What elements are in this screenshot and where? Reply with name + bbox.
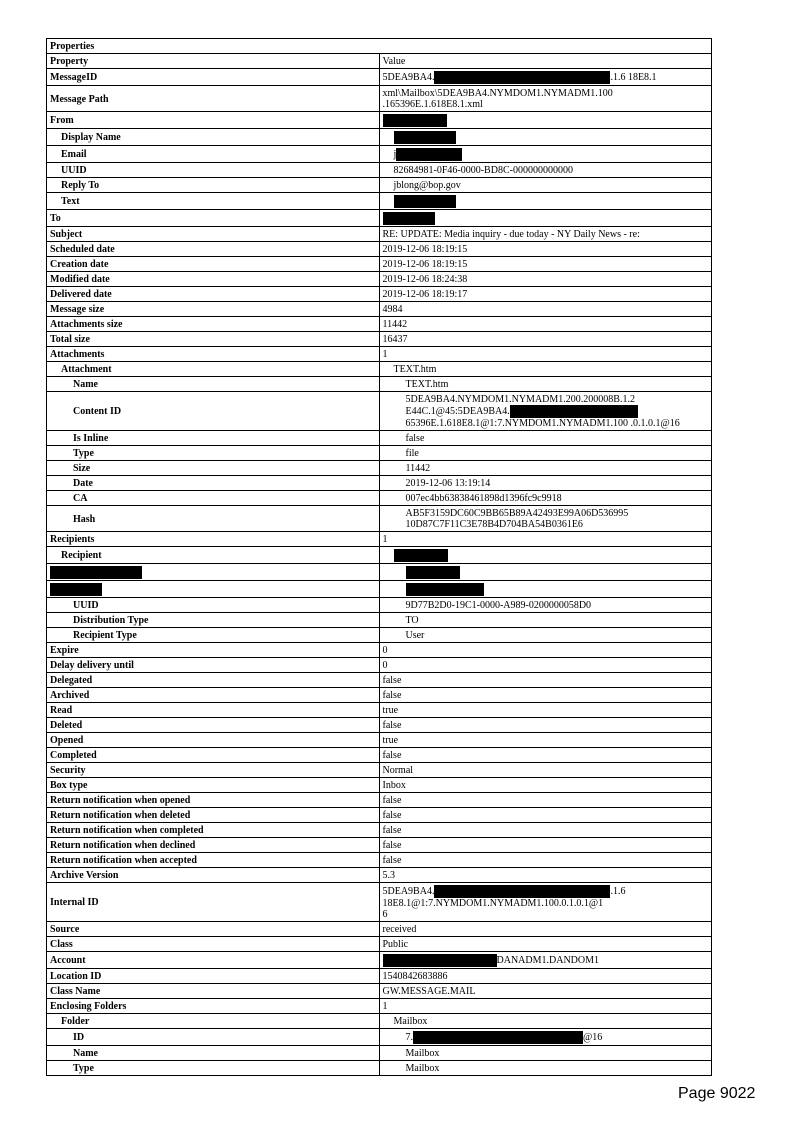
property-name: Account [47, 952, 380, 969]
table-row [47, 778, 712, 793]
property-name: Security [47, 763, 380, 778]
property-value: file [379, 446, 712, 461]
table-row [47, 718, 712, 733]
table-row [47, 628, 712, 643]
table-row [47, 257, 712, 272]
table-row [47, 332, 712, 347]
property-value: 82684981-0F46-0000-BD8C-000000000000 [379, 163, 712, 178]
property-name: Recipient Type [47, 628, 380, 643]
table-row [47, 763, 712, 778]
property-name: Internal ID [47, 883, 380, 922]
table-row [47, 272, 712, 287]
table-row [47, 613, 712, 628]
table-row [47, 937, 712, 952]
property-value [379, 210, 712, 227]
table-row [47, 210, 712, 227]
property-name [47, 564, 380, 581]
property-name: Scheduled date [47, 242, 380, 257]
property-name: Message Path [47, 86, 380, 112]
property-name: Completed [47, 748, 380, 763]
property-value: false [379, 808, 712, 823]
property-value: 1 [379, 999, 712, 1014]
table-row [47, 1014, 712, 1029]
table-row [47, 302, 712, 317]
redaction-bar [383, 114, 447, 127]
property-value: Mailbox [379, 1014, 712, 1029]
properties-table [46, 38, 712, 1076]
property-name: Recipient [47, 547, 380, 564]
property-value: xml\Mailbox\5DEA9BA4.NYMDOM1.NYMADM1.100 .165396E.1.618E8.1.xml [379, 86, 712, 112]
property-value [379, 952, 712, 969]
property-name: Opened [47, 733, 380, 748]
table-row [47, 688, 712, 703]
table-row [47, 823, 712, 838]
property-name: Hash [47, 506, 380, 532]
table-row [47, 838, 712, 853]
property-name: Distribution Type [47, 613, 380, 628]
property-name: Name [47, 377, 380, 392]
property-name: Archive Version [47, 868, 380, 883]
table-row [47, 547, 712, 564]
property-value: Inbox [379, 778, 712, 793]
value-text: .1.6 18E8.1 [610, 71, 657, 83]
property-value: 11442 [379, 317, 712, 332]
table-row [47, 532, 712, 547]
property-value: 1540842683886 [379, 969, 712, 984]
value-text: 7. [405, 1031, 413, 1043]
property-name: To [47, 210, 380, 227]
property-name: Expire [47, 643, 380, 658]
property-value: false [379, 431, 712, 446]
page-number: Page 9022 [678, 1085, 756, 1102]
property-value: 0 [379, 643, 712, 658]
table-row [47, 242, 712, 257]
table-row [47, 461, 712, 476]
property-value [379, 112, 712, 129]
property-name: Modified date [47, 272, 380, 287]
property-value: 0 [379, 658, 712, 673]
property-value: 2019-12-06 18:19:15 [379, 242, 712, 257]
property-name: Creation date [47, 257, 380, 272]
property-value: User [379, 628, 712, 643]
property-name: Display Name [47, 129, 380, 146]
property-value [379, 547, 712, 564]
property-name: Folder [47, 1014, 380, 1029]
table-row [47, 446, 712, 461]
table-row [47, 984, 712, 999]
table-row [47, 227, 712, 242]
property-value: 2019-12-06 18:19:17 [379, 287, 712, 302]
property-name: Text [47, 193, 380, 210]
value-line [406, 405, 709, 418]
property-value: TEXT.htm [379, 362, 712, 377]
table-row [47, 476, 712, 491]
property-name: Box type [47, 778, 380, 793]
property-value: AB5F3159DC60C9BB65B89A42493E99A06D536995 10D87C7F11C3E78B4D704BA54B0361E6 [379, 506, 712, 532]
property-value: 2019-12-06 18:19:15 [379, 257, 712, 272]
table-row [47, 491, 712, 506]
table-row [47, 793, 712, 808]
table-row [47, 362, 712, 377]
property-name: Is Inline [47, 431, 380, 446]
table-row [47, 347, 712, 362]
property-name: Return notification when deleted [47, 808, 380, 823]
property-value: 5.3 [379, 868, 712, 883]
redaction-bar [394, 195, 456, 208]
property-value: 9D77B2D0-19C1-0000-A989-0200000058D0 [379, 598, 712, 613]
redaction-bar [406, 583, 484, 596]
table-row [47, 748, 712, 763]
property-value: 007ec4bb63838461898d1396fc9c9918 [379, 491, 712, 506]
redaction-bar [510, 405, 638, 418]
property-value [379, 392, 712, 431]
property-name: Read [47, 703, 380, 718]
property-name: Deleted [47, 718, 380, 733]
table-row [47, 129, 712, 146]
value-text: DANADM1.DANDOM1 [496, 954, 599, 966]
table-row [47, 178, 712, 193]
table-row [47, 808, 712, 823]
table-row [47, 581, 712, 598]
table-row [47, 922, 712, 937]
property-value: false [379, 853, 712, 868]
property-value: 16437 [379, 332, 712, 347]
value-text: E44C.1@45:5DEA9BA4. [405, 405, 510, 417]
property-name: Return notification when declined [47, 838, 380, 853]
property-name: UUID [47, 598, 380, 613]
property-value [379, 129, 712, 146]
table-row [47, 146, 712, 163]
redaction-bar [50, 583, 102, 596]
section-title: Properties [47, 39, 712, 54]
property-name: Reply To [47, 178, 380, 193]
property-name: Enclosing Folders [47, 999, 380, 1014]
table-row [47, 1046, 712, 1061]
property-name: ID [47, 1029, 380, 1046]
property-value [379, 69, 712, 86]
value-text: 65396E.1.618E8.1@1:7.NYMDOM1.NYMADM1.100 .0.1.0.1@16 [405, 418, 680, 429]
property-value [379, 1029, 712, 1046]
redaction-bar [50, 566, 142, 579]
value-text: 6 [382, 909, 388, 920]
property-name: Recipients [47, 532, 380, 547]
table-row [47, 193, 712, 210]
properties-table-body [47, 39, 712, 1076]
value-text: 5DEA9BA4. [382, 71, 435, 83]
property-value: GW.MESSAGE.MAIL [379, 984, 712, 999]
property-name: Source [47, 922, 380, 937]
property-value: false [379, 673, 712, 688]
property-name: From [47, 112, 380, 129]
table-row [47, 287, 712, 302]
property-name: Date [47, 476, 380, 491]
table-row [47, 112, 712, 129]
table-row [47, 506, 712, 532]
property-value [379, 883, 712, 922]
table-row [47, 317, 712, 332]
property-value: false [379, 838, 712, 853]
property-name: Attachments [47, 347, 380, 362]
table-row [47, 643, 712, 658]
property-name: UUID [47, 163, 380, 178]
property-value [379, 564, 712, 581]
table-section-header [47, 39, 712, 54]
property-name: CA [47, 491, 380, 506]
value-text: 5DEA9BA4. [382, 885, 435, 897]
property-value: true [379, 703, 712, 718]
table-row [47, 54, 712, 69]
property-name: Class Name [47, 984, 380, 999]
value-text: @16 [583, 1031, 603, 1043]
property-value: 11442 [379, 461, 712, 476]
property-name: Archived [47, 688, 380, 703]
property-value: 2019-12-06 13:19:14 [379, 476, 712, 491]
property-value: Value [379, 54, 712, 69]
property-name: Type [47, 446, 380, 461]
property-value: 1 [379, 532, 712, 547]
table-row [47, 969, 712, 984]
property-value: received [379, 922, 712, 937]
table-row [47, 1029, 712, 1046]
property-name: Content ID [47, 392, 380, 431]
table-row [47, 883, 712, 922]
redaction-bar [406, 566, 460, 579]
redaction-bar [394, 549, 448, 562]
table-row [47, 392, 712, 431]
table-row [47, 673, 712, 688]
value-text: j [393, 148, 397, 160]
property-name: Size [47, 461, 380, 476]
property-value [379, 193, 712, 210]
redaction-bar [434, 885, 610, 898]
value-text: .1.6 18E8.1@1:7.NYMDOM1.NYMADM1.100.0.1.0.1@1 [382, 885, 626, 909]
property-name: Location ID [47, 969, 380, 984]
property-value: 4984 [379, 302, 712, 317]
table-row [47, 952, 712, 969]
table-row [47, 377, 712, 392]
property-value: false [379, 793, 712, 808]
property-name: Total size [47, 332, 380, 347]
property-name: Email [47, 146, 380, 163]
property-value: Normal [379, 763, 712, 778]
property-name: Return notification when opened [47, 793, 380, 808]
property-name: Name [47, 1046, 380, 1061]
table-row [47, 86, 712, 112]
property-name: Delegated [47, 673, 380, 688]
property-name: Return notification when completed [47, 823, 380, 838]
property-value: TEXT.htm [379, 377, 712, 392]
value-line [383, 885, 709, 909]
redaction-bar [394, 131, 456, 144]
table-row [47, 564, 712, 581]
table-row [47, 703, 712, 718]
property-name: Type [47, 1061, 380, 1076]
property-value: Mailbox [379, 1061, 712, 1076]
property-value: RE: UPDATE: Media inquiry - due today - NY Daily News - re: [379, 227, 712, 242]
value-line [383, 909, 709, 920]
value-text: 5DEA9BA4.NYMDOM1.NYMADM1.200.200008B.1.2 [405, 394, 635, 405]
value-line [406, 418, 709, 429]
property-name: Attachment [47, 362, 380, 377]
property-value: 2019-12-06 18:24:38 [379, 272, 712, 287]
property-value: jblong@bop.gov [379, 178, 712, 193]
property-value: 1 [379, 347, 712, 362]
table-row [47, 431, 712, 446]
property-name [47, 581, 380, 598]
property-value: TO [379, 613, 712, 628]
property-name: Return notification when accepted [47, 853, 380, 868]
property-value [379, 581, 712, 598]
redaction-bar [383, 212, 435, 225]
property-name: Property [47, 54, 380, 69]
property-value: false [379, 718, 712, 733]
property-value: true [379, 733, 712, 748]
property-name: Message size [47, 302, 380, 317]
table-row [47, 1061, 712, 1076]
table-row [47, 163, 712, 178]
property-value: Public [379, 937, 712, 952]
table-row [47, 69, 712, 86]
redaction-bar [393, 148, 462, 161]
property-name: MessageID [47, 69, 380, 86]
value-line [406, 394, 709, 405]
redaction-bar [413, 1031, 583, 1044]
property-name: Attachments size [47, 317, 380, 332]
property-value: false [379, 748, 712, 763]
property-value: false [379, 688, 712, 703]
table-row [47, 999, 712, 1014]
property-value [379, 146, 712, 163]
redaction-bar [383, 954, 497, 967]
property-name: Delay delivery until [47, 658, 380, 673]
table-row [47, 598, 712, 613]
table-row [47, 853, 712, 868]
property-name: Class [47, 937, 380, 952]
table-row [47, 658, 712, 673]
property-value: false [379, 823, 712, 838]
redaction-bar [434, 71, 610, 84]
table-row [47, 868, 712, 883]
property-name: Subject [47, 227, 380, 242]
table-row [47, 733, 712, 748]
property-value: Mailbox [379, 1046, 712, 1061]
property-name: Delivered date [47, 287, 380, 302]
